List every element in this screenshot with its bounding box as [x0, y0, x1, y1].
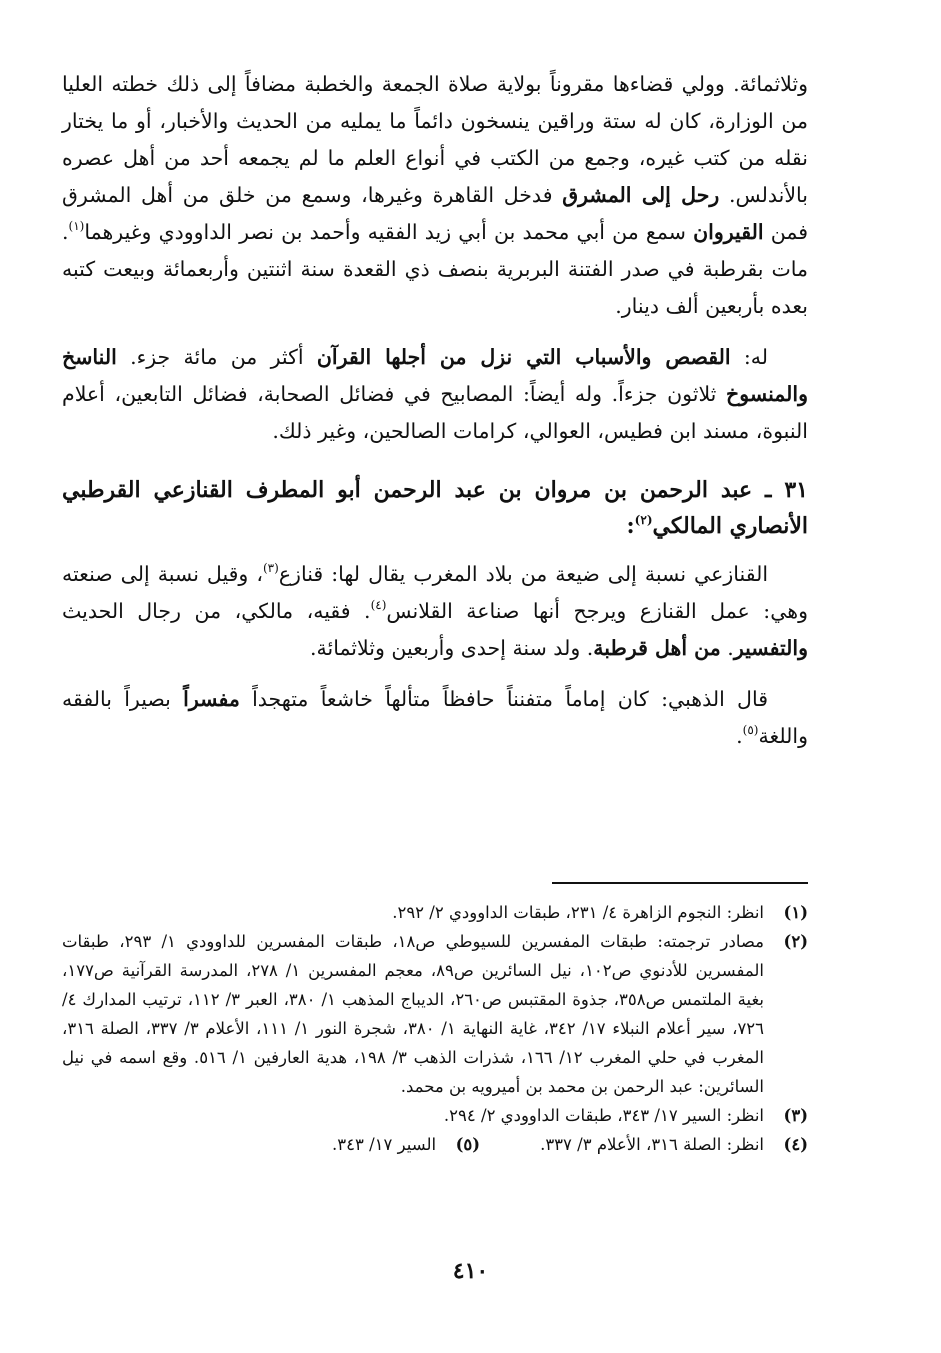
footnote-ref: (١) [68, 219, 85, 233]
bold-phrase: القيروان [693, 220, 764, 244]
text-run: : [626, 513, 635, 539]
footnote-ref: (٥) [742, 723, 759, 737]
text-run: بصيراً بالفقه واللغة [62, 687, 808, 748]
text-run: . [736, 724, 743, 748]
bold-phrase: من أهل قرطبة [593, 636, 721, 660]
text-run: . [720, 636, 734, 660]
bold-phrase: القصص والأسباب التي نزل من أجلها القرآن [316, 345, 731, 369]
footnote-text: انظر: السير ١٧/ ٣٤٣، طبقات الداوودي ٢/ ٢٩٤. [443, 1106, 764, 1125]
text-run: أكثر من مائة جزء. [116, 345, 317, 369]
footnote-text: السير ١٧/ ٣٤٣. [332, 1135, 437, 1154]
footnote-number: (٥) [455, 1135, 481, 1154]
footnote-number: (١) [783, 903, 808, 922]
entry-title: ٣١ ـ عبد الرحمن بن مروان بن عبد الرحمن أبو المطرف القنازعي القرطبي الأنصاري المالكي [62, 477, 808, 539]
text-run: . ولد سنة إحدى وأربعين وثلاثمائة. [309, 636, 594, 660]
footnote-ref: (٤) [370, 598, 387, 612]
footnote-text: انظر: النجوم الزاهرة ٤/ ٢٣١، طبقات الداوودي ٢/ ٢٩٢. [392, 903, 764, 922]
footnote-text: انظر: الصلة ٣١٦، الأعلام ٣/ ٣٣٧. [540, 1135, 764, 1154]
main-text [62, 66, 808, 755]
text-run: وثلاثمائة. وولي قضاءها مقروناً بولاية صلاة الجمعة والخطبة مضافاً إلى ذلك خطته العليا من الوزارة، كان له ستة وراقين ينسخون دائماً ما يمليه من الحديث والأخبار، أو ما يختار نقله من كتب غيره، وجمع من الكتب في أنواع العلم ما لم يجمعه أحد من أهل عصره بالأندلس. [62, 72, 808, 207]
footnote-ref: (٣) [262, 561, 279, 575]
text-run: له: [730, 345, 768, 369]
text-run: قال الذهبي: كان إماماً متفنناً حافظاً متألهاً خاشعاً متهجداً [239, 687, 768, 711]
bold-phrase: الناسخ والمنسوخ [62, 345, 808, 406]
footnote-row [62, 1130, 808, 1159]
footnote-number: (٣) [783, 1106, 808, 1125]
entry-heading [62, 472, 808, 544]
footnote-ref: (٢) [634, 513, 653, 527]
footnote-5 [332, 1130, 480, 1159]
footnote-1 [62, 898, 808, 927]
footnote-4 [540, 1130, 808, 1159]
text-run: فدخل القاهرة وغيرها، وسمع من خلق من أهل المشرق فمن [62, 183, 808, 244]
text-run: . فقيه، مالكي، من رجال الحديث [62, 599, 371, 623]
footnotes [62, 898, 808, 1159]
text-run: ، وقيل نسبة إلى صنعته وهي: عمل القنازع ويرجح أنها صناعة القلانس [62, 562, 808, 623]
paragraph-nisba [62, 556, 808, 667]
bold-phrase: مفسراً [183, 687, 240, 711]
text-run: . مات بقرطبة في صدر الفتنة البربرية بنصف ذي القعدة سنة اثنتين وأربعمائة وبيعت كتبه بعده بأربعين ألف دينار. [62, 220, 808, 318]
footnote-3 [62, 1101, 808, 1130]
footnote-number: (٢) [783, 932, 808, 951]
paragraph-dhahabi-quote [62, 681, 808, 755]
text-run: القنازعي نسبة إلى ضيعة من بلاد المغرب يقال لها: قنازع [278, 562, 769, 586]
text-run: ثلاثون جزءاً. وله أيضاً: المصابيح في فضائل الصحابة، فضائل التابعين، أعلام النبوة، مسند ابن فطيس، العوالي، كرامات الصالحين، وغير ذلك. [62, 382, 808, 443]
footnote-number: (٤) [783, 1135, 808, 1154]
paragraph-works [62, 339, 808, 450]
footnote-text: مصادر ترجمته: طبقات المفسرين للسيوطي ص١٨، طبقات المفسرين للداوودي ١/ ٢٩٣، طبقات المفسرين للأدنوي ص١٠٢، نيل السائرين ص٨٩، معجم المفسرين ١/ ٢٧٨، المدرسة القرآنية ص١٧٧، بغية الملتمس ص٣٥٨، جذوة المقتبس ص٢٦٠، الديباج المذهب ١/ ٣٨٠، العبر ٣/ ١١٢، ترتيب المدارك ٤/ ٧٢٦، سير أعلام النبلاء ١٧/ ٣٤٢، غاية النهاية ١/ ٣٨٠، شجرة النور ١/ ١١١، الأعلام ٣/ ٣٣٧، الصلة ٣١٦، المغرب في حلي المغرب ١٢/ ١٦٦، شذرات الذهب ٣/ ١٩٨، هدية العارفين ١/ ٥١٦. وقع اسمه في نيل السائرين: عبد الرحمن بن محمد بن أميرويه بن محمد. [62, 932, 765, 1096]
page-number: ٤١٠ [452, 1258, 489, 1284]
footnote-separator [552, 882, 808, 884]
footnote-2 [62, 927, 808, 1101]
bold-phrase: والتفسير [733, 636, 808, 660]
text-run: سمع من أبي محمد بن أبي زيد الفقيه وأحمد بن نصر الداوودي وغيرهما [84, 220, 694, 244]
paragraph-biography [62, 66, 808, 325]
bold-phrase: رحل إلى المشرق [562, 183, 720, 207]
